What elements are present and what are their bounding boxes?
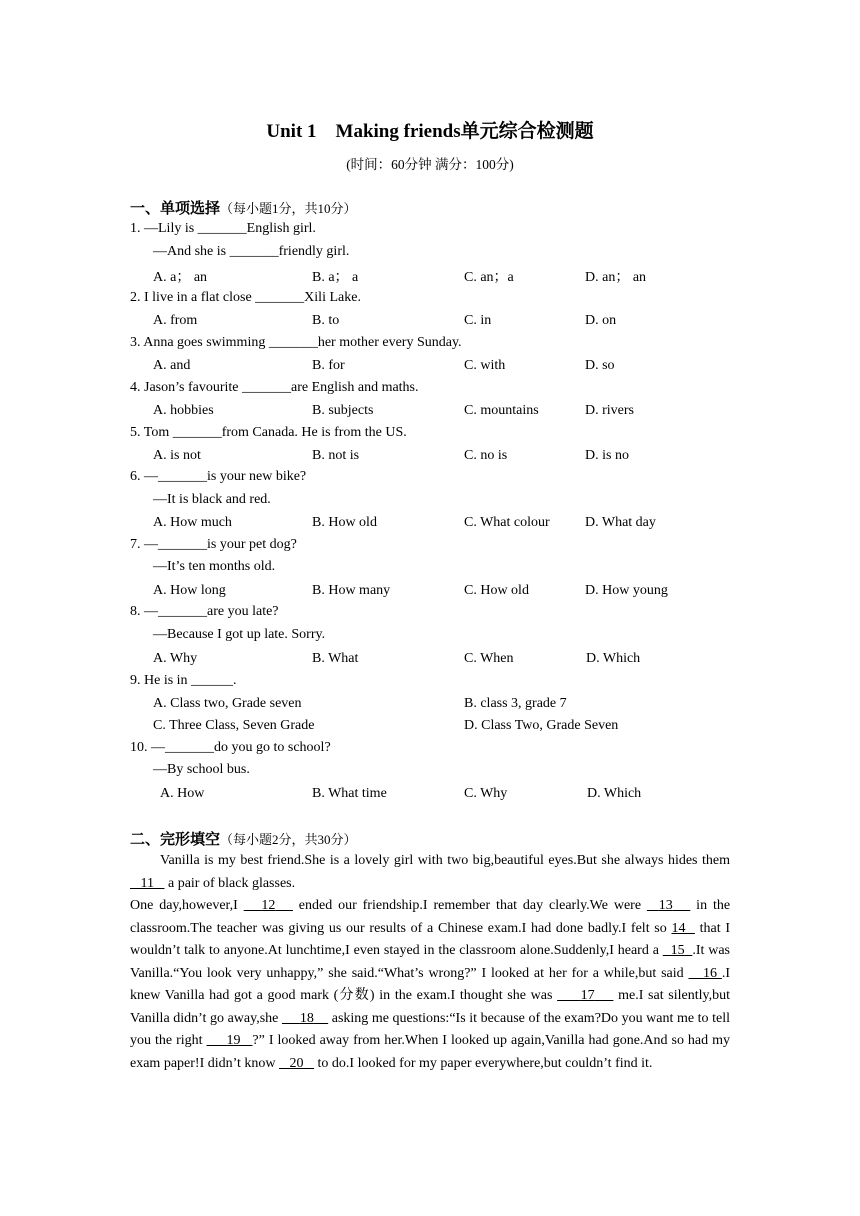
q1-option-c[interactable]: C. an；a [464,270,514,285]
q9-option-b[interactable]: B. class 3, grade 7 [464,696,567,711]
q2-option-c[interactable]: C. in [464,313,492,328]
cloze-text: that I wouldn’t talk to anyone.At lunchtime,I even stayed in the classroom alone.Suddenly,I heard a [130,920,731,958]
q6-option-b[interactable]: B. How old [312,515,377,530]
cloze-text: Vanilla is my best friend.She is a lovely girl with two big,beautiful eyes.But she always hides them [160,853,730,868]
q1-line1: 1. —Lily is _______English girl. [130,221,316,236]
q9-option-c[interactable]: C. Three Class, Seven Grade [153,718,315,733]
cloze-blank[interactable]: 19 [226,1033,241,1048]
q9-option-a[interactable]: A. Class two, Grade seven [153,696,302,711]
q6-line1: 6. —_______is your new bike? [130,469,307,484]
q3-option-d[interactable]: D. so [585,358,615,373]
q8-option-b[interactable]: B. What [312,651,359,666]
q7-line1: 7. —_______is your pet dog? [130,537,297,552]
q6-option-c[interactable]: C. What colour [464,515,550,530]
q5-line1: 5. Tom _______from Canada. He is from the US. [130,425,407,440]
q2-option-a[interactable]: A. from [153,313,198,328]
q8-line1: 8. —_______are you late? [130,604,279,619]
q4-option-a[interactable]: A. hobbies [153,403,214,418]
q4-line1: 4. Jason’s favourite _______are English and maths. [130,380,419,395]
q7-option-b[interactable]: B. How many [312,583,391,598]
cloze-paragraph-2 [130,895,730,1075]
q1-option-b[interactable]: B. a； a [312,270,359,285]
cloze-text: in the classroom.The teacher was giving us our results of a Chinese exam.I had done badly.I felt so [130,898,731,936]
cloze-blank[interactable]: 12 [261,898,276,913]
q7-option-d[interactable]: D. How young [585,583,668,598]
q7-option-a[interactable]: A. How long [153,583,226,598]
q6-line2: —It is black and red. [153,492,271,507]
section1-heading [130,197,357,218]
q2-option-d[interactable]: D. on [585,313,617,328]
section2-note: （每小题2分，共30分） [220,832,357,847]
q6-option-d[interactable]: D. What day [585,515,656,530]
cloze-text: asking me questions:“Is it because of the exam?Do you want me to tell you the right [130,1010,731,1048]
cloze-paragraph-1 [130,850,730,895]
q5-option-d[interactable]: D. is no [585,448,629,463]
cloze-text: .It was Vanilla.“You look very unhappy,” she said.“What’s wrong?” I looked at her for a while,but said [130,943,731,981]
q8-option-a[interactable]: A. Why [153,651,198,666]
cloze-blank[interactable]: 14 [671,920,686,936]
q1-option-a[interactable]: A. a； an [153,270,208,285]
cloze-blank[interactable]: 16 [703,965,717,981]
cloze-text: me.I sat silently,but Vanilla didn’t go away,she [130,988,731,1026]
cloze-text: ?” I looked away from her.When I looked up again,Vanilla had gone.And so had my exam paper!I didn’t know [130,1033,731,1071]
q8-option-d[interactable]: D. Which [586,651,641,666]
q4-option-b[interactable]: B. subjects [312,403,374,418]
q10-option-a[interactable]: A. How [160,786,205,801]
q3-option-c[interactable]: C. with [464,358,506,373]
q5-option-b[interactable]: B. not is [312,448,360,463]
q3-option-b[interactable]: B. for [312,358,345,373]
cloze-text: One day,however,I [130,898,244,913]
page-title: Unit 1 Making friends单元综合检测题 [266,121,594,142]
section2-title: 二、完形填空 [130,830,221,848]
section2-heading [130,828,357,849]
q9-option-d[interactable]: D. Class Two, Grade Seven [464,718,619,733]
q10-option-b[interactable]: B. What time [312,786,387,801]
q3-option-a[interactable]: A. and [153,358,191,373]
cloze-text: a pair of black glasses. [164,875,296,891]
q4-option-d[interactable]: D. rivers [585,403,634,418]
cloze-blank[interactable]: 20 [289,1055,304,1071]
cloze-text: .I knew Vanilla had got a good mark (分数) in the exam.I thought she was [130,965,731,1003]
cloze-passage [130,850,730,1075]
cloze-text: ended our friendship.I remember that day clearly.We were [292,898,647,913]
cloze-text: to do.I looked for my paper everywhere,but couldn’t find it. [314,1055,653,1071]
q3-line1: 3. Anna goes swimming _______her mother every Sunday. [130,335,462,350]
section1-title: 一、单项选择 [130,199,221,217]
q10-option-d[interactable]: D. Which [587,786,642,801]
cloze-blank[interactable]: 13 [658,898,673,913]
q8-line2: —Because I got up late. Sorry. [153,627,326,642]
cloze-blank[interactable]: 18 [299,1010,314,1026]
q5-option-c[interactable]: C. no is [464,448,508,463]
q10-line2: —By school bus. [153,762,250,777]
cloze-blank[interactable]: 11 [140,875,154,891]
q10-option-c[interactable]: C. Why [464,786,508,801]
q2-option-b[interactable]: B. to [312,313,340,328]
q8-option-c[interactable]: C. When [464,651,514,666]
q6-option-a[interactable]: A. How much [153,515,232,530]
q7-line2: —It’s ten months old. [153,559,276,574]
q5-option-a[interactable]: A. is not [153,448,201,463]
cloze-blank[interactable]: 15 [670,943,685,958]
q1-line2: —And she is _______friendly girl. [153,244,350,259]
page-subtitle: (时间：60分钟 满分：100分) [346,157,514,172]
q1-option-d[interactable]: D. an； an [585,270,647,285]
q4-option-c[interactable]: C. mountains [464,403,539,418]
cloze-blank[interactable]: 17 [580,988,595,1003]
q10-line1: 10. —_______do you go to school? [130,740,331,755]
section1-note: （每小题1分，共10分） [220,201,357,216]
q9-line1: 9. He is in ______. [130,673,237,688]
q2-line1: 2. I live in a flat close _______Xili Lake. [130,290,361,305]
q7-option-c[interactable]: C. How old [464,583,529,598]
